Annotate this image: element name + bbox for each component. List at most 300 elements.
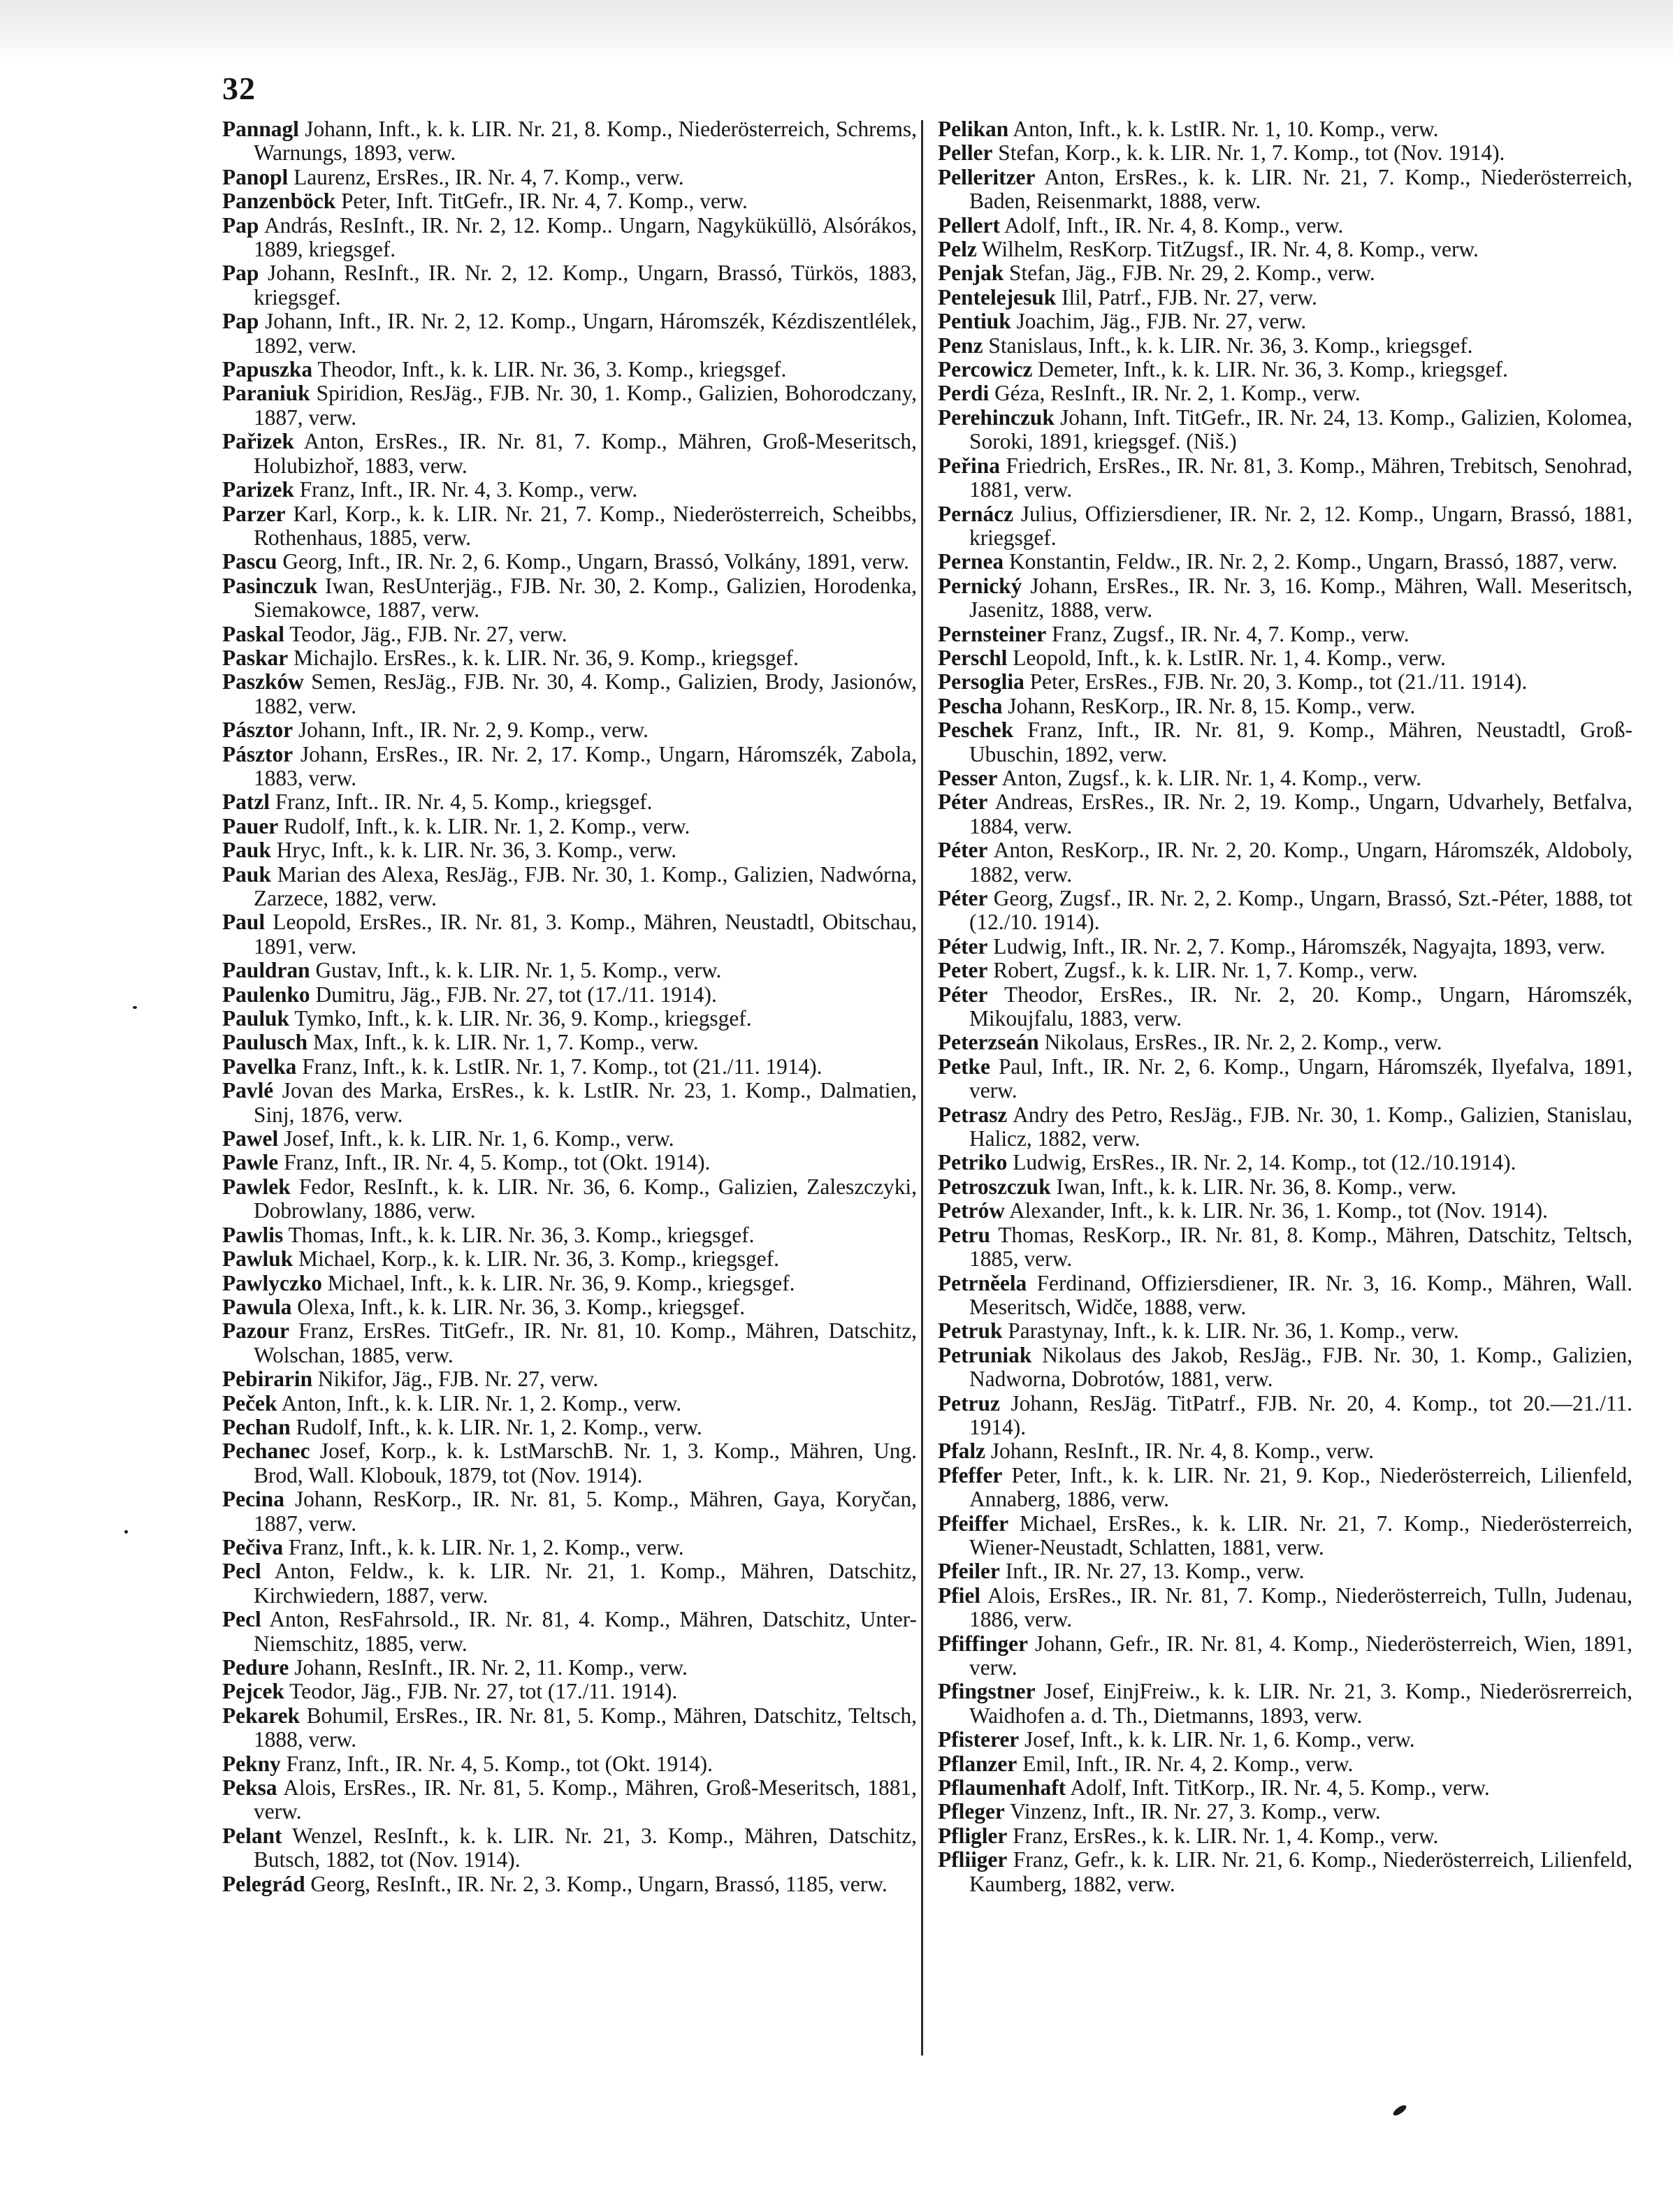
entry-surname: Pescha [938, 693, 1003, 718]
roster-entry [222, 983, 917, 1007]
roster-entry [222, 478, 917, 502]
roster-entry [938, 959, 1632, 982]
entry-surname: Patzl [222, 790, 270, 815]
entry-surname: Petrasz [938, 1102, 1008, 1127]
entry-surname: Pejcek [222, 1679, 284, 1704]
entry-surname: Pelleritzer [938, 164, 1036, 189]
roster-entry [222, 1536, 917, 1559]
roster-entry [938, 1752, 1632, 1776]
entry-details: Johann, Inft. TitGefr., IR. Nr. 24, 13. Komp., Galizien, Kolomea, Soroki, 1891, kriegsgef. (Niš.) [969, 405, 1632, 454]
entry-details: Johann, ResInft., IR. Nr. 2, 11. Komp., verw. [294, 1655, 688, 1680]
entry-surname: Paskar [222, 645, 289, 670]
entry-surname: Petru [938, 1222, 990, 1247]
entry-details: Michael, Korp., k. k. LIR. Nr. 36, 3. Komp., kriegsgef. [298, 1246, 779, 1272]
entry-details: Johann, ResKorp., IR. Nr. 8, 15. Komp., verw. [1008, 693, 1416, 718]
roster-entry [938, 334, 1632, 358]
entry-surname: Paulusch [222, 1030, 308, 1055]
entry-surname: Pawel [222, 1126, 279, 1151]
roster-entry [222, 838, 917, 862]
entry-surname: Pfingstner [938, 1679, 1036, 1704]
entry-surname: Péter [938, 838, 988, 863]
roster-entry [938, 166, 1632, 214]
entry-details: Anton, Inft., k. k. LIR. Nr. 1, 2. Komp., verw. [281, 1390, 682, 1416]
entry-surname: Perehinczuk [938, 405, 1055, 430]
entry-details: Johann, Inft., IR. Nr. 2, 9. Komp., verw. [298, 718, 649, 743]
entry-details: Bohumil, ErsRes., IR. Nr. 81, 5. Komp., Mähren, Datschitz, Teltsch, 1888, verw. [254, 1703, 917, 1752]
entry-surname: Pernický [938, 573, 1022, 598]
entry-surname: Pavlé [222, 1078, 274, 1103]
page-number: 32 [222, 71, 256, 106]
entry-details: Jovan des Marka, ErsRes., k. k. LstIR. Nr. 23, 1. Komp., Dalmatien, Sinj, 1876, verw. [254, 1078, 917, 1127]
entry-details: Josef, EinjFreiw., k. k. LIR. Nr. 21, 3. Komp., Niederösrerreich, Waidhofen a. d. Th., Dietmanns, 1893, verw. [969, 1679, 1632, 1728]
entry-details: Andreas, ErsRes., IR. Nr. 2, 19. Komp., Ungarn, Udvarhely, Betfalva, 1884, verw. [969, 790, 1632, 838]
entry-details: Friedrich, ErsRes., IR. Nr. 81, 3. Komp., Mähren, Trebitsch, Senohrad, 1881, verw. [969, 453, 1632, 502]
roster-entry [222, 1872, 917, 1896]
entry-details: Johann, ErsRes., IR. Nr. 2, 17. Komp., Ungarn, Háromszék, Zabola, 1883, verw. [254, 741, 917, 790]
roster-entry [938, 454, 1632, 502]
entry-details: Franz, Inft., IR. Nr. 4, 5. Komp., tot (Okt. 1914). [284, 1150, 711, 1175]
entry-details: Franz, Gefr., k. k. LIR. Nr. 21, 6. Komp., Niederösterreich, Lilienfeld, Kaumberg, 1882, verw. [969, 1847, 1632, 1896]
roster-entry [222, 1824, 917, 1872]
roster-entry [938, 1103, 1632, 1151]
entry-details: Michael, Inft., k. k. LIR. Nr. 36, 9. Komp., kriegsgef. [327, 1270, 795, 1295]
roster-entry [938, 1776, 1632, 1800]
roster-entry [222, 117, 917, 166]
entry-details: Andry des Petro, ResJäg., FJB. Nr. 30, 1. Komp., Galizien, Stanislau, Halicz, 1882, verw. [969, 1102, 1632, 1151]
roster-entry [222, 1223, 917, 1247]
roster-entry [222, 1776, 917, 1824]
entry-details: Johann, ResJäg. TitPatrf., FJB. Nr. 20, 4. Komp., tot 20.—21./11. 1914). [969, 1390, 1632, 1439]
entry-surname: Pásztor [222, 741, 294, 766]
scan-shadow [0, 0, 1673, 66]
roster-entry [222, 1007, 917, 1031]
entry-details: Parastynay, Inft., k. k. LIR. Nr. 36, 1. Komp., verw. [1008, 1318, 1459, 1344]
roster-entry [222, 574, 917, 623]
entry-details: Franz, Inft.. IR. Nr. 4, 5. Komp., kriegsgef. [275, 790, 653, 815]
roster-entry [938, 117, 1632, 141]
entry-details: Teodor, Jäg., FJB. Nr. 27, verw. [289, 621, 567, 646]
roster-entry [222, 1175, 917, 1223]
entry-details: Ludwig, Inft., IR. Nr. 2, 7. Komp., Háromszék, Nagyajta, 1893, verw. [993, 933, 1606, 959]
entry-details: Olexa, Inft., k. k. LIR. Nr. 36, 3. Komp., kriegsgef. [297, 1294, 746, 1319]
roster-entry [222, 166, 917, 189]
roster-entry [938, 141, 1632, 165]
roster-entry [938, 1151, 1632, 1174]
entry-surname: Pařizek [222, 429, 294, 454]
entry-surname: Pawlis [222, 1222, 284, 1247]
roster-entry [222, 1367, 917, 1391]
entry-surname: Pap [222, 212, 259, 238]
entry-details: Josef, Inft., k. k. LIR. Nr. 1, 6. Komp., verw. [284, 1126, 674, 1151]
entry-details: Franz, Inft., k. k. LIR. Nr. 1, 2. Komp., verw. [289, 1534, 684, 1559]
entry-surname: Pellert [938, 212, 1000, 238]
entry-surname: Pfeiler [938, 1559, 1000, 1584]
entry-surname: Petke [938, 1054, 990, 1079]
roster-entry [222, 502, 917, 551]
roster-entry [222, 1680, 917, 1703]
entry-details: Vinzenz, Inft., IR. Nr. 27, 3. Komp., verw. [1010, 1799, 1381, 1824]
entry-surname: Pannagl [222, 117, 299, 141]
entry-surname: Pazour [222, 1318, 289, 1344]
entry-details: Franz, Inft., k. k. LstIR. Nr. 1, 7. Komp., tot (21./11. 1914). [302, 1054, 823, 1079]
entry-surname: Pernácz [938, 501, 1014, 526]
roster-entry [222, 1559, 917, 1608]
entry-details: Franz, Zugsf., IR. Nr. 4, 7. Komp., verw. [1052, 621, 1410, 646]
entry-details: Josef, Inft., k. k. LIR. Nr. 1, 6. Komp., verw. [1024, 1727, 1415, 1752]
roster-entry [222, 1079, 917, 1127]
entry-surname: Persoglia [938, 669, 1024, 694]
entry-surname: Petroszczuk [938, 1174, 1051, 1199]
entry-surname: Pauldran [222, 958, 310, 983]
entry-details: Ilil, Patrf., FJB. Nr. 27, verw. [1061, 284, 1317, 310]
entry-details: Leopold, Inft., k. k. LstIR. Nr. 1, 4. Komp., verw. [1013, 645, 1446, 670]
entry-details: Laurenz, ErsRes., IR. Nr. 4, 7. Komp., verw. [294, 164, 684, 189]
roster-entry [938, 1464, 1632, 1512]
entry-surname: Pentiuk [938, 309, 1011, 334]
entry-details: Inft., IR. Nr. 27, 13. Komp., verw. [1005, 1559, 1305, 1584]
roster-entry [938, 502, 1632, 551]
entry-surname: Pfiel [938, 1582, 981, 1608]
entry-details: Thomas, ResKorp., IR. Nr. 81, 8. Komp., Mähren, Datschitz, Teltsch, 1885, verw. [969, 1222, 1633, 1272]
roster-entry [222, 381, 917, 430]
entry-details: Teodor, Jäg., FJB. Nr. 27, tot (17./11. 1914). [289, 1679, 678, 1704]
roster-entry [938, 1728, 1632, 1752]
entry-details: Alexander, Inft., k. k. LIR. Nr. 36, 1. Komp., tot (Nov. 1914). [1008, 1198, 1548, 1223]
entry-details: Nikifor, Jäg., FJB. Nr. 27, verw. [317, 1367, 599, 1392]
entry-details: Anton, ErsRes., k. k. LIR. Nr. 21, 7. Komp., Niederösterreich, Baden, Reisenmarkt, 1888, verw. [969, 164, 1632, 214]
entry-surname: Pauer [222, 813, 279, 838]
entry-surname: Paul [222, 910, 266, 935]
roster-entry [222, 1752, 917, 1776]
entry-surname: Pfalz [938, 1439, 985, 1464]
roster-entry [222, 1704, 917, 1752]
roster-entry [938, 1800, 1632, 1824]
entry-surname: Pebirarin [222, 1367, 313, 1392]
entry-surname: Perschl [938, 645, 1008, 670]
entry-surname: Peschek [938, 718, 1014, 743]
entry-details: Anton, Feldw., k. k. LIR. Nr. 21, 1. Komp., Mähren, Datschitz, Kirchwiedern, 1887, verw. [254, 1559, 917, 1608]
entry-details: Wilhelm, ResKorp. TitZugsf., IR. Nr. 4, 8. Komp., verw. [982, 237, 1479, 262]
entry-details: Max, Inft., k. k. LIR. Nr. 1, 7. Komp., verw. [312, 1030, 699, 1055]
entry-details: Julius, Offiziersdiener, IR. Nr. 2, 12. Komp., Ungarn, Brassó, 1881, kriegsgef. [969, 501, 1632, 550]
entry-surname: Pasinczuk [222, 573, 318, 598]
ink-speck [133, 1006, 137, 1009]
entry-surname: Péter [938, 982, 988, 1007]
entry-details: Leopold, ErsRes., IR. Nr. 81, 3. Komp., Mähren, Neustadtl, Obitschau, 1891, verw. [254, 910, 917, 959]
entry-details: Adolf, Inft., IR. Nr. 4, 8. Komp., verw. [1004, 212, 1344, 238]
roster-entry [222, 1127, 917, 1151]
entry-surname: Percowicz [938, 357, 1033, 382]
roster-entry [222, 1439, 917, 1487]
roster-entry [222, 189, 917, 213]
entry-details: Marian des Alexa, ResJäg., FJB. Nr. 30, 1. Komp., Galizien, Nadwórna, Zarzece, 1882, verw. [254, 861, 917, 910]
entry-details: Demeter, Inft., k. k. LIR. Nr. 36, 3. Komp., kriegsgef. [1038, 357, 1508, 382]
roster-entry [222, 1416, 917, 1439]
entry-surname: Pfiffinger [938, 1631, 1028, 1656]
entry-surname: Péter [938, 790, 988, 815]
roster-entry [222, 815, 917, 838]
roster-entry [222, 1151, 917, 1174]
entry-surname: Pernsteiner [938, 621, 1047, 646]
entry-details: Michael, ErsRes., k. k. LIR. Nr. 21, 7. Komp., Niederösterreich, Wiener-Neustadt, Schlatten, 1881, verw. [969, 1511, 1632, 1559]
entry-details: Georg, ResInft., IR. Nr. 2, 3. Komp., Ungarn, Brassó, 1185, verw. [310, 1871, 888, 1896]
entry-surname: Pechan [222, 1414, 291, 1439]
roster-entry [938, 214, 1632, 238]
entry-surname: Parzer [222, 501, 286, 526]
roster-entry [222, 623, 917, 646]
entry-surname: Petrów [938, 1198, 1005, 1223]
entry-details: Franz, ErsRes. TitGefr., IR. Nr. 81, 10. Komp., Mähren, Datschitz, Wolschan, 1885, verw. [254, 1318, 917, 1367]
entry-surname: Pfeffer [938, 1462, 1003, 1487]
entry-surname: Panopl [222, 164, 289, 189]
entry-surname: Perdi [938, 381, 990, 406]
roster-entry [938, 406, 1632, 454]
entry-details: Robert, Zugsf., k. k. LIR. Nr. 1, 7. Komp., verw. [993, 958, 1418, 983]
entry-surname: Parizek [222, 477, 294, 502]
roster-entry [222, 1031, 917, 1054]
roster-entry [938, 261, 1632, 285]
column-divider [921, 120, 923, 2055]
roster-entry [938, 1584, 1632, 1632]
entry-surname: Petriko [938, 1150, 1008, 1175]
roster-entry [938, 887, 1632, 935]
entry-details: Franz, Inft., IR. Nr. 4, 5. Komp., tot (Okt. 1914). [286, 1751, 713, 1776]
entry-details: Rudolf, Inft., k. k. LIR. Nr. 1, 2. Komp., verw. [284, 813, 690, 838]
entry-details: Stefan, Jäg., FJB. Nr. 29, 2. Komp., verw. [1009, 261, 1375, 286]
entry-surname: Pawula [222, 1294, 292, 1319]
entry-surname: Pecl [222, 1607, 261, 1632]
entry-details: Joachim, Jäg., FJB. Nr. 27, verw. [1016, 309, 1307, 334]
entry-surname: Paraniuk [222, 381, 310, 406]
entry-surname: Pesser [938, 765, 998, 790]
roster-entry [222, 261, 917, 310]
roster-entry [938, 646, 1632, 670]
roster-entry [938, 1223, 1632, 1272]
roster-entry [938, 358, 1632, 381]
roster-entry [222, 1608, 917, 1656]
entry-surname: Pfliiger [938, 1847, 1008, 1872]
entry-surname: Peterzseán [938, 1030, 1039, 1055]
entry-details: Anton, ResFahrsold., IR. Nr. 81, 4. Komp., Mähren, Datschitz, Unter-Niemschitz, 1885, verw. [254, 1607, 917, 1656]
entry-details: Josef, Korp., k. k. LstMarschB. Nr. 1, 3. Komp., Mähren, Ung. Brod, Wall. Klobouk, 1879, tot (Nov. 1914). [254, 1439, 917, 1487]
entry-details: Johann, Inft., IR. Nr. 2, 12. Komp., Ungarn, Háromszék, Kézdiszentlélek, 1892, verw. [254, 309, 918, 358]
entry-details: Peter, Inft., k. k. LIR. Nr. 21, 9. Kop., Niederösterreich, Lilienfeld, Annaberg, 1886, verw. [969, 1462, 1632, 1512]
entry-surname: Pawlek [222, 1174, 291, 1199]
roster-entry [222, 1656, 917, 1680]
entry-surname: Pawlyczko [222, 1270, 322, 1295]
entry-details: Paul, Inft., IR. Nr. 2, 6. Komp., Ungarn, Háromszék, Ilyefalva, 1891, verw. [969, 1054, 1632, 1103]
entry-details: Hryc, Inft., k. k. LIR. Nr. 36, 3. Komp., verw. [276, 838, 677, 863]
entry-surname: Péter [938, 886, 988, 910]
entry-details: Fedor, ResInft., k. k. LIR. Nr. 36, 6. Komp., Galizien, Zaleszczyki, Dobrowlany, 1886, verw. [254, 1174, 917, 1223]
roster-entry [222, 214, 917, 262]
roster-entry [938, 694, 1632, 718]
entry-surname: Pelegrád [222, 1871, 305, 1896]
entry-surname: Pfeiffer [938, 1511, 1009, 1536]
roster-entry [938, 1559, 1632, 1583]
entry-surname: Pedure [222, 1655, 289, 1680]
entry-details: Anton, Inft., k. k. LstIR. Nr. 1, 10. Komp., verw. [1013, 117, 1439, 141]
roster-entry [938, 766, 1632, 790]
roster-entry [222, 1247, 917, 1271]
entry-details: Anton, Zugsf., k. k. LIR. Nr. 1, 4. Komp., verw. [1001, 765, 1421, 790]
entry-details: Alois, ErsRes., IR. Nr. 81, 5. Komp., Mähren, Groß-Meseritsch, 1881, verw. [254, 1775, 917, 1824]
roster-entry [938, 1055, 1632, 1103]
roster-entry [938, 983, 1632, 1031]
roster-entry [938, 1439, 1632, 1463]
roster-entry [222, 790, 917, 814]
roster-entry [222, 358, 917, 381]
roster-entry [938, 1632, 1632, 1680]
entry-details: Johann, ResInft., IR. Nr. 4, 8. Komp., verw. [990, 1439, 1374, 1464]
entry-surname: Pap [222, 309, 259, 334]
entry-surname: Pecina [222, 1487, 284, 1512]
entry-details: Franz, ErsRes., k. k. LIR. Nr. 1, 4. Komp., verw. [1013, 1823, 1439, 1848]
entry-surname: Pauk [222, 861, 271, 887]
entry-surname: Pfisterer [938, 1727, 1020, 1752]
entry-details: Georg, Zugsf., IR. Nr. 2, 2. Komp., Ungarn, Brassó, Szt.-Péter, 1888, tot (12./10. 1914). [969, 886, 1632, 935]
roster-entry [222, 1319, 917, 1367]
roster-entry [938, 238, 1632, 261]
roster-entry [938, 1199, 1632, 1223]
entry-surname: Pechanec [222, 1439, 310, 1464]
roster-entry [938, 1031, 1632, 1054]
entry-details: Ferdinand, Offiziersdiener, IR. Nr. 3, 16. Komp., Mähren, Wall. Meseritsch, Widče, 1888, verw. [969, 1270, 1632, 1319]
roster-entry [222, 863, 917, 911]
entry-details: Gustav, Inft., k. k. LIR. Nr. 1, 5. Komp., verw. [315, 958, 722, 983]
roster-entry [938, 1680, 1632, 1728]
entry-surname: Pflanzer [938, 1751, 1017, 1776]
roster-entry [938, 1392, 1632, 1440]
entry-details: Stefan, Korp., k. k. LIR. Nr. 1, 7. Komp., tot (Nov. 1914). [998, 140, 1505, 166]
roster-entry [222, 1295, 917, 1319]
entry-details: Johann, ErsRes., IR. Nr. 3, 16. Komp., Mähren, Wall. Meseritsch, Jasenitz, 1888, verw. [969, 573, 1632, 623]
roster-entry [938, 1848, 1632, 1896]
roster-entry [938, 718, 1632, 766]
ink-speck [124, 1530, 128, 1534]
entry-surname: Panzenböck [222, 189, 336, 214]
roster-entry [938, 310, 1632, 333]
entry-details: Iwan, ResUnterjäg., FJB. Nr. 30, 2. Komp., Galizien, Horodenka, Siemakowce, 1887, verw. [254, 573, 917, 623]
roster-entry [222, 910, 917, 959]
roster-entry [938, 550, 1632, 574]
entry-details: Johann, Gefr., IR. Nr. 81, 4. Komp., Niederösterreich, Wien, 1891, verw. [969, 1631, 1632, 1680]
roster-entry [938, 286, 1632, 310]
entry-details: Theodor, Inft., k. k. LIR. Nr. 36, 3. Komp., kriegsgef. [317, 357, 787, 382]
roster-entry [938, 381, 1632, 405]
entry-surname: Pekarek [222, 1703, 300, 1728]
entry-details: Franz, Inft., IR. Nr. 81, 9. Komp., Mähren, Neustadtl, Groß-Ubuschin, 1892, verw. [969, 718, 1632, 766]
entry-details: Spiridion, ResJäg., FJB. Nr. 30, 1. Komp., Galizien, Bohorodczany, 1887, verw. [254, 381, 917, 430]
entry-details: Semen, ResJäg., FJB. Nr. 30, 4. Komp., Galizien, Brody, Jasionów, 1882, verw. [254, 669, 917, 718]
entry-surname: Pavelka [222, 1054, 297, 1079]
entry-surname: Petrněela [938, 1270, 1027, 1295]
entry-surname: Paulenko [222, 982, 310, 1007]
roster-entry [222, 743, 917, 791]
entry-details: Nikolaus, ErsRes., IR. Nr. 2, 2. Komp., verw. [1044, 1030, 1442, 1055]
entry-surname: Pentelejesuk [938, 284, 1057, 310]
entry-surname: Pfleger [938, 1799, 1005, 1824]
entry-details: Peter, ErsRes., FJB. Nr. 20, 3. Komp., tot (21./11. 1914). [1029, 669, 1528, 694]
entry-details: Nikolaus des Jakob, ResJäg., FJB. Nr. 30, 1. Komp., Galizien, Nadworna, Dobrotów, 1881, verw. [969, 1342, 1632, 1392]
entry-details: András, ResInft., IR. Nr. 2, 12. Komp.. Ungarn, Nagyküküllö, Alsórákos, 1889, kriegsgef. [254, 212, 917, 262]
entry-surname: Pekny [222, 1751, 281, 1776]
entry-surname: Paszków [222, 669, 304, 694]
entry-details: Géza, ResInft., IR. Nr. 2, 1. Komp., verw. [994, 381, 1361, 406]
entry-details: Karl, Korp., k. k. LIR. Nr. 21, 7. Komp., Niederösterreich, Scheibbs, Rothenhaus, 1885, verw. [254, 501, 917, 550]
entry-surname: Penz [938, 333, 983, 358]
entry-surname: Paskal [222, 621, 284, 646]
entry-details: Anton, ResKorp., IR. Nr. 2, 20. Komp., Ungarn, Háromszék, Aldoboly, 1882, verw. [969, 838, 1632, 887]
roster-entry [222, 1392, 917, 1416]
roster-entry [938, 574, 1632, 623]
entry-surname: Peček [222, 1390, 277, 1416]
roster-entry [938, 790, 1632, 838]
entry-details: Peter, Inft. TitGefr., IR. Nr. 4, 7. Komp., verw. [341, 189, 748, 214]
entry-surname: Pascu [222, 549, 277, 574]
entry-details: Stanislaus, Inft., k. k. LIR. Nr. 36, 3. Komp., kriegsgef. [988, 333, 1473, 358]
roster-entry [938, 1344, 1632, 1392]
entry-surname: Peksa [222, 1775, 277, 1800]
entry-surname: Pernea [938, 549, 1004, 574]
entry-details: Konstantin, Feldw., IR. Nr. 2, 2. Komp., Ungarn, Brassó, 1887, verw. [1009, 549, 1618, 574]
roster-entry [938, 1272, 1632, 1320]
roster-entry [938, 838, 1632, 887]
entry-details: Thomas, Inft., k. k. LIR. Nr. 36, 3. Komp., kriegsgef. [288, 1222, 755, 1247]
entry-surname: Pfligler [938, 1823, 1008, 1848]
entry-details: Theodor, ErsRes., IR. Nr. 2, 20. Komp., Ungarn, Háromszék, Mikoujfalu, 1883, verw. [969, 982, 1632, 1031]
roster-entry [222, 1487, 917, 1536]
roster-entry [222, 430, 917, 478]
entry-surname: Petruz [938, 1390, 1000, 1416]
entry-details: Emil, Inft., IR. Nr. 4, 2. Komp., verw. [1022, 1751, 1354, 1776]
entry-surname: Pflaumenhaft [938, 1775, 1066, 1800]
right-column [938, 117, 1632, 1896]
ink-speck [1391, 2104, 1407, 2118]
roster-entry [938, 623, 1632, 646]
entry-details: Johann, Inft., k. k. LIR. Nr. 21, 8. Komp., Niederösterreich, Schrems, Warnungs, 1893, verw. [254, 117, 918, 166]
entry-surname: Pawluk [222, 1246, 294, 1272]
roster-entry [938, 935, 1632, 959]
entry-details: Dumitru, Jäg., FJB. Nr. 27, tot (17./11. 1914). [315, 982, 717, 1007]
entry-details: Georg, Inft., IR. Nr. 2, 6. Komp., Ungarn, Brassó, Volkány, 1891, verw. [282, 549, 909, 574]
roster-entry [222, 1272, 917, 1295]
entry-surname: Peter [938, 958, 988, 983]
entry-surname: Penjak [938, 261, 1004, 286]
roster-entry [938, 1512, 1632, 1560]
entry-details: Johann, ResKorp., IR. Nr. 81, 5. Komp., Mähren, Gaya, Koryčan, 1887, verw. [254, 1487, 917, 1536]
entry-details: Tymko, Inft., k. k. LIR. Nr. 36, 9. Komp., kriegsgef. [294, 1006, 752, 1031]
entry-details: Johann, ResInft., IR. Nr. 2, 12. Komp., Ungarn, Brassó, Türkös, 1883, kriegsgef. [254, 261, 917, 310]
entry-surname: Pásztor [222, 718, 294, 743]
entry-surname: Pelz [938, 237, 977, 262]
entry-surname: Petruniak [938, 1342, 1032, 1367]
roster-entry [222, 550, 917, 574]
entry-details: Franz, Inft., IR. Nr. 4, 3. Komp., verw. [299, 477, 638, 502]
entry-surname: Pauluk [222, 1006, 289, 1031]
entry-surname: Pawle [222, 1150, 279, 1175]
roster-entry [938, 670, 1632, 694]
entry-surname: Pečiva [222, 1534, 284, 1559]
entry-surname: Péter [938, 933, 988, 959]
entry-surname: Pap [222, 261, 259, 286]
entry-surname: Pauk [222, 838, 271, 863]
entry-details: Wenzel, ResInft., k. k. LIR. Nr. 21, 3. Komp., Mähren, Datschitz, Butsch, 1882, tot (Nov. 1914). [254, 1823, 918, 1872]
entry-surname: Pelant [222, 1823, 282, 1848]
roster-entry [222, 718, 917, 742]
roster-entry [222, 959, 917, 982]
entry-surname: Pecl [222, 1559, 261, 1584]
